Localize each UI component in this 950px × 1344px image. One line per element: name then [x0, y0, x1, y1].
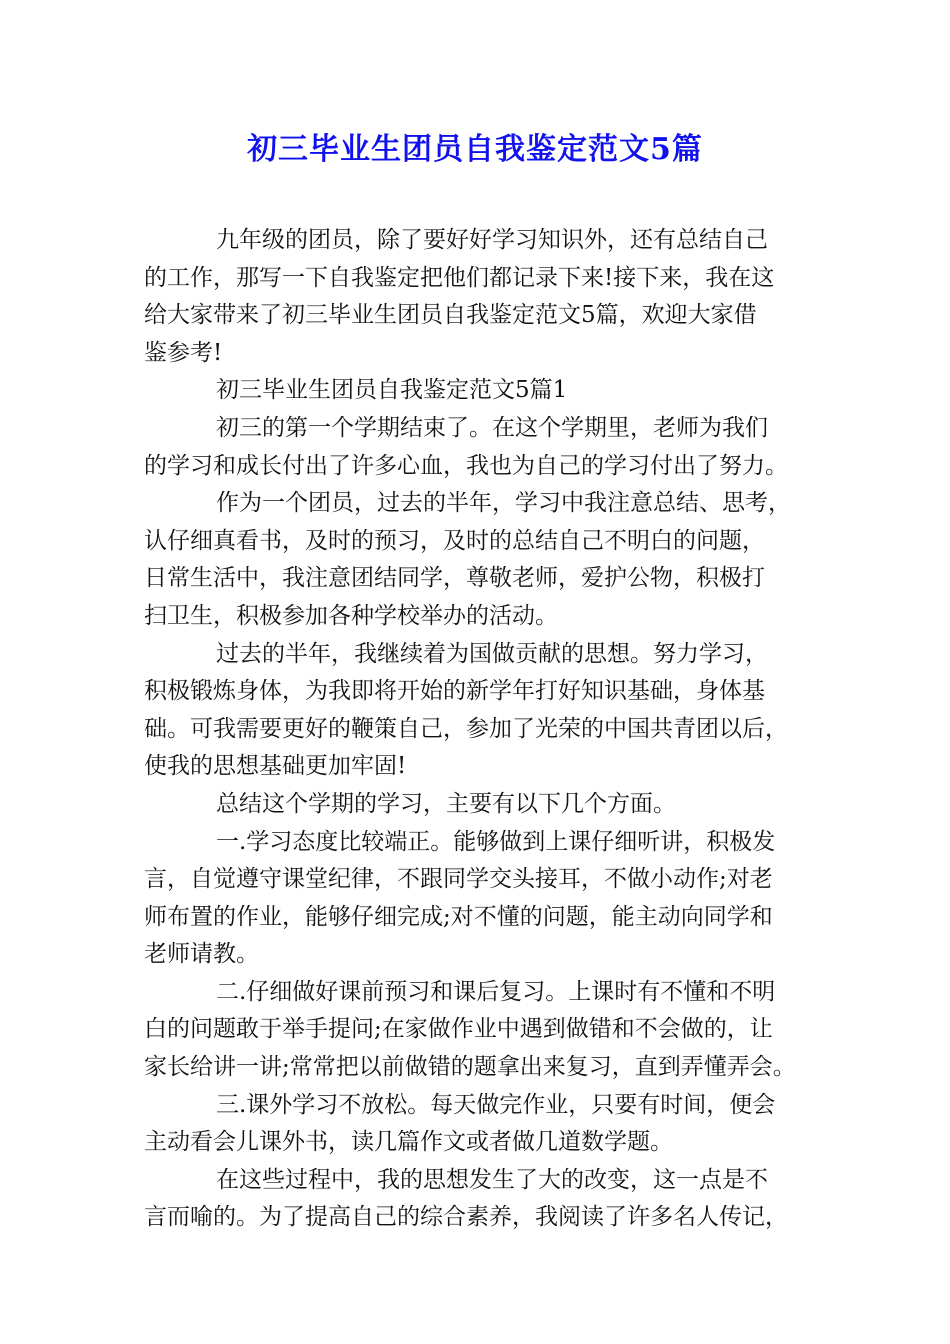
text-line: 积极锻炼身体，为我即将开始的新学年打好知识基础，身体基 — [144, 678, 765, 705]
text-line: 扫卫生，积极参加各种学校举办的活动。 — [144, 602, 558, 629]
text-line: 老师请教。 — [144, 941, 259, 968]
text-line: 三.课外学习不放松。每天做完作业，只要有时间，便会 — [216, 1091, 776, 1118]
text-line: 言，自觉遵守课堂纪律，不跟同学交头接耳，不做小动作;对老 — [144, 866, 773, 893]
text-line: 础。可我需要更好的鞭策自己，参加了光荣的中国共青团以后， — [144, 715, 788, 742]
text-line: 的学习和成长付出了许多心血，我也为自己的学习付出了努力。 — [144, 452, 788, 479]
text-line: 师布置的作业，能够仔细完成;对不懂的问题，能主动向同学和 — [144, 903, 773, 930]
text-line: 作为一个团员，过去的半年，学习中我注意总结、思考， — [216, 490, 791, 517]
text-line: 言而喻的。为了提高自己的综合素养，我阅读了许多名人传记， — [144, 1204, 788, 1231]
text-line: 给大家带来了初三毕业生团员自我鉴定范文5篇，欢迎大家借 — [144, 302, 757, 329]
text-line: 家长给讲一讲;常常把以前做错的题拿出来复习，直到弄懂弄会。 — [144, 1054, 796, 1081]
text-line: 使我的思想基础更加牢固! — [144, 753, 407, 780]
text-line: 二.仔细做好课前预习和课后复习。上课时有不懂和不明 — [216, 978, 776, 1005]
text-line: 在这些过程中，我的思想发生了大的改变，这一点是不 — [216, 1166, 768, 1193]
text-line: 初三毕业生团员自我鉴定范文5篇1 — [216, 377, 568, 404]
text-line: 日常生活中，我注意团结同学，尊敬老师，爱护公物，积极打 — [144, 565, 765, 592]
document-title: 初三毕业生团员自我鉴定范文5篇 — [247, 132, 703, 167]
text-line: 初三的第一个学期结束了。在这个学期里，老师为我们 — [216, 414, 768, 441]
text-line: 九年级的团员，除了要好好学习知识外，还有总结自己 — [216, 227, 768, 253]
text-line: 主动看会儿课外书，读几篇作文或者做几道数学题。 — [144, 1129, 673, 1156]
text-line: 鉴参考! — [144, 339, 223, 366]
text-line: 过去的半年，我继续着为国做贡献的思想。努力学习， — [216, 640, 768, 667]
text-line: 一.学习态度比较端正。能够做到上课仔细听讲，积极发 — [216, 828, 776, 855]
text-line: 认仔细真看书，及时的预习，及时的总结自己不明白的问题， — [144, 527, 765, 554]
text-line: 的工作，那写一下自我鉴定把他们都记录下来!接下来，我在这 — [144, 264, 775, 291]
document-body — [144, 222, 812, 1237]
text-line: 总结这个学期的学习，主要有以下几个方面。 — [216, 790, 676, 817]
text-line: 白的问题敢于举手提问;在家做作业中遇到做错和不会做的，让 — [144, 1016, 773, 1043]
